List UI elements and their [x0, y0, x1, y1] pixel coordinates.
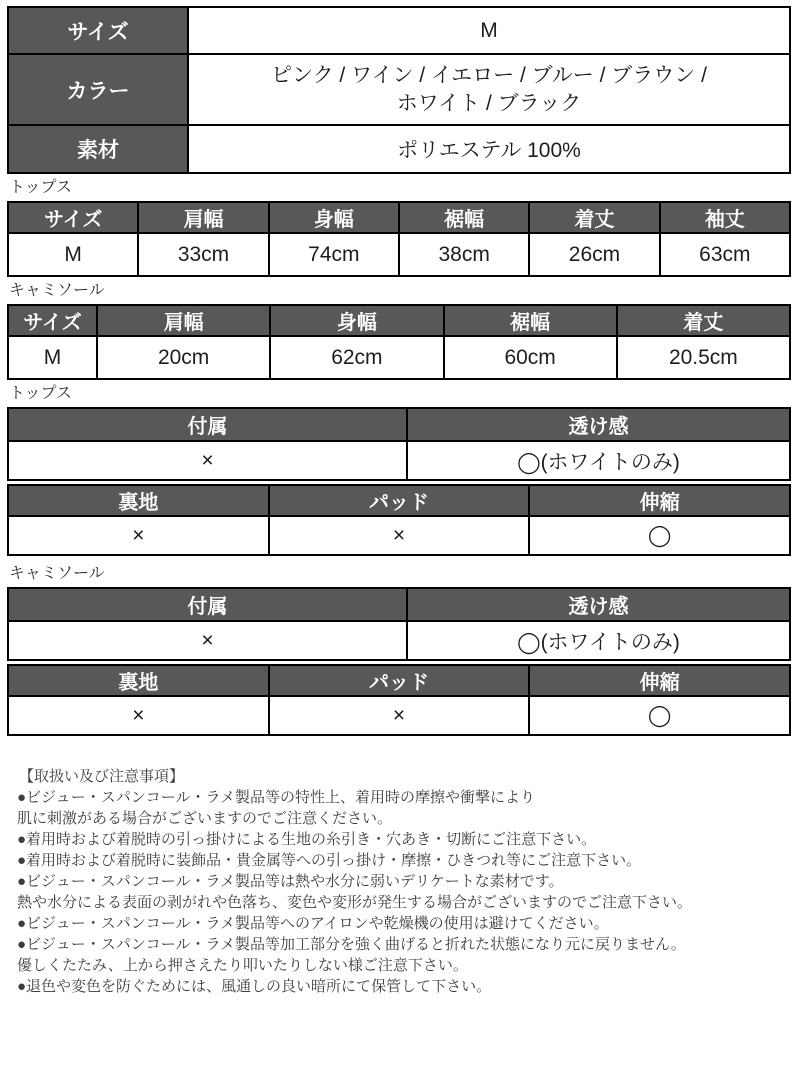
column-header: パッド	[269, 665, 530, 696]
section-label-cami-measurements: キャミソール	[9, 282, 105, 299]
spec-value-color	[188, 54, 790, 125]
spec-label-size: サイズ	[8, 7, 188, 54]
tops-features-header-row-1	[8, 408, 790, 441]
note-line: ●着用時および着脱時に装飾品・貴金属等への引っ掛け・摩擦・ひきつれ等にご注意下さい。	[17, 852, 642, 869]
column-header: 伸縮	[529, 665, 790, 696]
tops-features-header-row-2	[8, 485, 790, 516]
note-line: ●退色や変色を防ぐためには、風通しの良い暗所にて保管して下さい。	[17, 978, 492, 995]
product-spec-table	[7, 6, 791, 174]
tops-features-value-row-1	[8, 441, 790, 480]
cami-features-value-row-1	[8, 621, 790, 660]
spec-value-material: ポリエステル 100%	[188, 125, 790, 173]
cami-features-header-row-2	[8, 665, 790, 696]
cami-features-value-row-2	[8, 696, 790, 735]
tops-features-value-row-2	[8, 516, 790, 555]
feature-value: ×	[8, 516, 269, 555]
column-header: 身幅	[270, 305, 443, 336]
note-line: ●ビジュー・スパンコール・ラメ製品等の特性上、着用時の摩擦や衝撃により	[17, 789, 536, 806]
cami-measurements-header-row	[8, 305, 790, 336]
cami-measurements-table	[7, 304, 791, 380]
spec-value-size: M	[188, 7, 790, 54]
section-label-tops-measurements: トップス	[9, 179, 72, 196]
column-header: 肩幅	[97, 305, 270, 336]
note-line: 熱や水分による表面の剥がれや色落ち、変色や変形が発生する場合がございますのでご注意下さい。	[17, 894, 693, 911]
feature-value: ×	[269, 516, 530, 555]
column-header: サイズ	[8, 305, 97, 336]
column-header: 透け感	[407, 588, 790, 621]
note-line: ●着用時および着脱時の引っ掛けによる生地の糸引き・穴あき・切断にご注意下さい。	[17, 831, 597, 848]
feature-value: ◯	[529, 696, 790, 735]
feature-value: ◯	[529, 516, 790, 555]
tops-measurements-table	[7, 201, 791, 277]
section-label-tops-features: トップス	[9, 385, 72, 402]
feature-value: ×	[8, 621, 407, 660]
feature-value: ◯(ホワイトのみ)	[407, 441, 790, 480]
measurement-value: 60cm	[444, 336, 617, 379]
tops-features-table-2	[7, 484, 791, 556]
spec-label-material: 素材	[8, 125, 188, 173]
note-line: ●ビジュー・スパンコール・ラメ製品等は熱や水分に弱いデリケートな素材です。	[17, 873, 564, 890]
measurement-value: 63cm	[660, 233, 790, 276]
measurement-value: 20.5cm	[617, 336, 790, 379]
measurement-value: 33cm	[138, 233, 268, 276]
cami-features-table-1	[7, 587, 791, 661]
feature-value: ◯(ホワイトのみ)	[407, 621, 790, 660]
spec-row-material	[8, 125, 790, 173]
tops-measurements-value-row	[8, 233, 790, 276]
column-header: 伸縮	[529, 485, 790, 516]
feature-value: ×	[269, 696, 530, 735]
spec-row-color	[8, 54, 790, 125]
note-line: ●ビジュー・スパンコール・ラメ製品等加工部分を強く曲げると折れた状態になり元に戻りません。	[17, 936, 686, 953]
column-header: パッド	[269, 485, 530, 516]
column-header: 裾幅	[444, 305, 617, 336]
column-header: 付属	[8, 408, 407, 441]
column-header: 裾幅	[399, 202, 529, 233]
note-line: 肌に刺激がある場合がございますのでご注意ください。	[17, 810, 393, 827]
column-header: 付属	[8, 588, 407, 621]
handling-notes	[17, 766, 791, 997]
cami-features-header-row-1	[8, 588, 790, 621]
measurement-value: 20cm	[97, 336, 270, 379]
column-header: 肩幅	[138, 202, 268, 233]
cami-features-table-2	[7, 664, 791, 736]
handling-notes-lines	[17, 787, 791, 997]
column-header: 裏地	[8, 665, 269, 696]
tops-measurements-header-row	[8, 202, 790, 233]
column-header: サイズ	[8, 202, 138, 233]
note-line: 優しくたたみ、上から押さえたり叩いたりしない様ご注意下さい。	[17, 957, 468, 974]
column-header: 身幅	[269, 202, 399, 233]
column-header: 着丈	[617, 305, 790, 336]
tops-features-table-1	[7, 407, 791, 481]
section-label-cami-features: キャミソール	[9, 565, 105, 582]
color-list-line1: ピンク / ワイン / イエロー / ブルー / ブラウン /	[271, 63, 707, 87]
measurement-value: 26cm	[529, 233, 659, 276]
column-header: 袖丈	[660, 202, 790, 233]
color-list-line2: ホワイト / ブラック	[396, 91, 582, 115]
column-header: 裏地	[8, 485, 269, 516]
note-line: ●ビジュー・スパンコール・ラメ製品等へのアイロンや乾燥機の使用は避けてください。	[17, 915, 609, 932]
measurement-value: 38cm	[399, 233, 529, 276]
handling-notes-title: 【取扱い及び注意事項】	[19, 768, 185, 785]
measurement-value: M	[8, 233, 138, 276]
feature-value: ×	[8, 696, 269, 735]
measurement-value: 74cm	[269, 233, 399, 276]
spec-row-size	[8, 7, 790, 54]
spec-label-color: カラー	[8, 54, 188, 125]
cami-measurements-value-row	[8, 336, 790, 379]
column-header: 着丈	[529, 202, 659, 233]
feature-value: ×	[8, 441, 407, 480]
measurement-value: 62cm	[270, 336, 443, 379]
measurement-value: M	[8, 336, 97, 379]
column-header: 透け感	[407, 408, 790, 441]
